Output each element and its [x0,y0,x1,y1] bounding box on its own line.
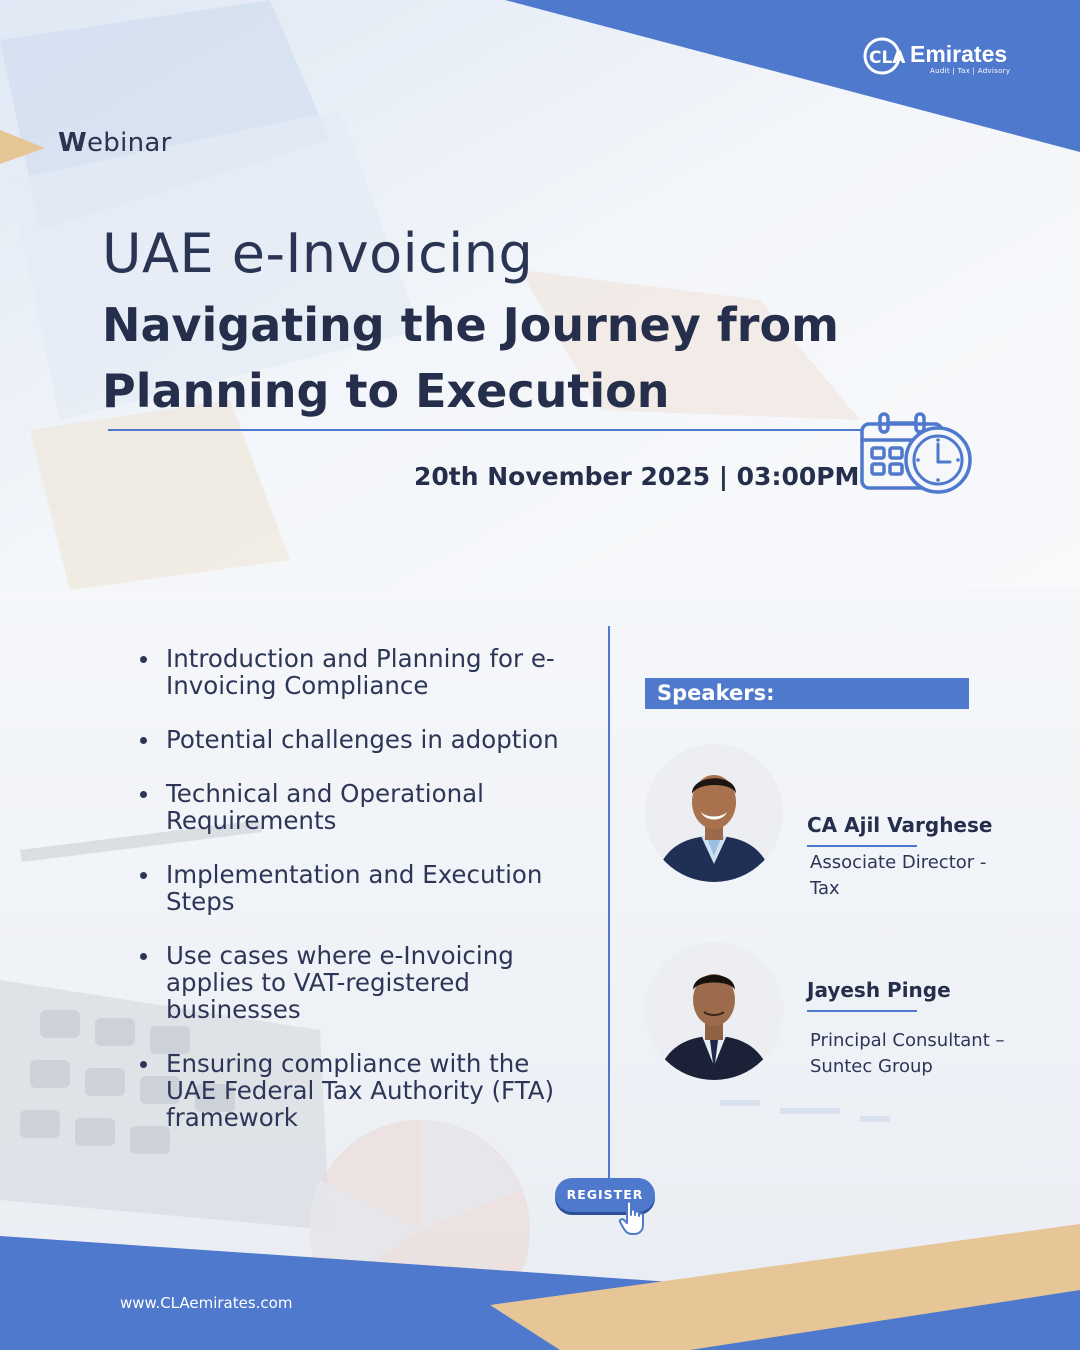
topic-item: Use cases where e-Invoicing applies to VAT-registered businesses [136,942,576,1023]
event-time: 03:00PM [736,462,860,491]
speaker-name: CA Ajil Varghese [807,813,993,837]
speaker-avatar-icon [645,744,783,882]
topic-item: Ensuring compliance with the UAE Federal Tax Authority (FTA) framework [136,1050,576,1131]
brand-tagline: Audit | Tax | Advisory [930,67,1011,75]
speaker-role: Associate Director - Tax [810,852,987,899]
cla-logo [862,36,906,76]
topic-item: Potential challenges in adoption [136,726,576,753]
speakers-heading: Speakers: [657,681,775,705]
register-button[interactable]: REGISTER [555,1178,655,1212]
pointer-hand-icon [618,1200,648,1236]
event-date: 20th November 2025 [414,462,711,491]
topic-item: Implementation and Execution Steps [136,861,576,915]
speaker-name-underline [807,845,917,847]
speaker-photo-jayesh [645,942,783,1080]
calendar-clock-icon [858,410,974,500]
event-separator: | [710,462,737,491]
event-datetime [414,462,859,491]
title-subtitle: Navigating the Journey from Planning to Execution [102,298,839,418]
brand-name: Emirates [910,41,1008,67]
topic-item: Technical and Operational Requirements [136,780,576,834]
column-divider [608,626,610,1182]
speaker-name-underline [807,1010,917,1012]
speaker-name: Jayesh Pinge [807,978,951,1002]
topic-item: Introduction and Planning for e-Invoicing Compliance [136,645,576,699]
website-link[interactable]: www.CLAemirates.com [120,1294,293,1312]
speaker-role: Principal Consultant – Suntec Group [810,1030,1005,1077]
title-main: UAE e-Invoicing [102,222,534,285]
topics-list [136,645,576,1158]
speaker-photo-ajil [645,744,783,882]
speaker-avatar-icon [645,942,783,1080]
webinar-kicker: Webinar [58,128,172,158]
svg-text:CLA: CLA [869,48,906,68]
